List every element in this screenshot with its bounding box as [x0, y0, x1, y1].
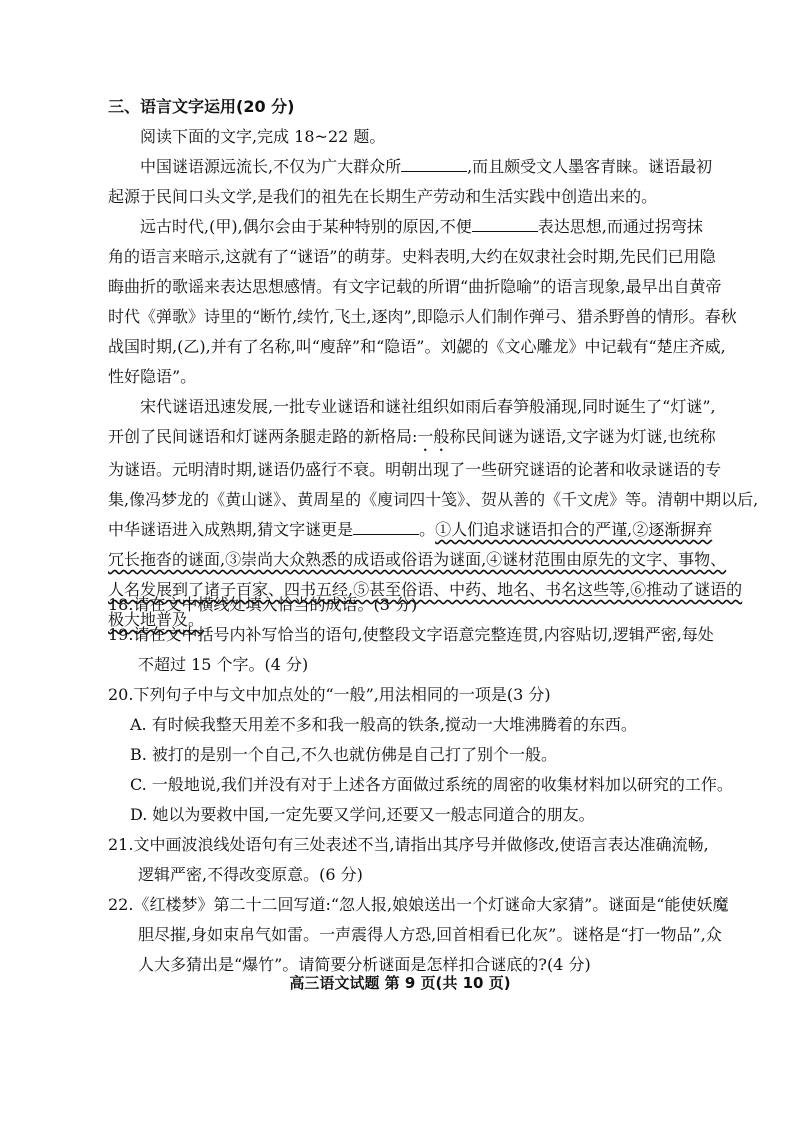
q21-line-1: 21.文中画波浪线处语句有三处表述不当,请指出其序号并做修改,使语言表达准确流畅, [108, 835, 709, 854]
q22-line-3: 人大多猜出是“爆竹”。请简要分析谜面是怎样扣合谜底的?(4 分) [138, 955, 591, 974]
q22-line-2: 胆尽摧,身如束帛气如雷。一声震得人方恐,回首相看已化灰”。谜格是“打一物品”,众 [138, 925, 722, 944]
p3-line-5b: 。 [419, 520, 436, 539]
instruction: 阅读下面的文字,完成 18~22 题。 [140, 127, 386, 146]
p2-line-4: 时代《弹歌》诗里的“断竹,续竹,飞土,逐肉”,即隐示人们制作弹弓、猎杀野兽的情形。春秋 [108, 307, 737, 326]
q22-line-1: 22.《红楼梦》第二十二回写道:“忽人报,娘娘送出一个灯谜命大家猜”。谜面是“能使妖魔 [108, 895, 729, 914]
p3-line-8: 极大地普及。 [108, 610, 205, 629]
p3-line-5a: 中华谜语进入成熟期,猜文字谜更是 [108, 520, 354, 539]
p2-line-2: 角的语言来暗示,这就有了“谜语”的萌芽。史料表明,大约在奴隶社会时期,先民们已用隐 [108, 247, 716, 266]
p3-line-4: 集,像冯梦龙的《黄山谜》、黄周星的《廋词四十笺》、贺从善的《千文虎》等。清朝中期以后, [108, 490, 759, 509]
p2-text-b: 表达思想,而通过拐弯抹 [537, 217, 703, 236]
p1-text-b: ,而且颇受文人墨客青睐。谜语最初 [467, 157, 713, 176]
page-footer: 高三语文试题 第 9 页(共 10 页) [289, 974, 511, 992]
question-18: 18.请在文中横线处填入恰当的成语。(3 分) [108, 595, 418, 614]
p1-line-2: 起源于民间口头文学,是我们的祖先在长期生产劳动和生活实践中创造出来的。 [108, 187, 658, 206]
p2-line-3: 晦曲折的歌谣来表达思想感情。有文字记载的所谓“曲折隐喻”的语言现象,最早出自黄帝 [108, 277, 722, 296]
p1-text-a: 中国谜语源远流长,不仅为广大群众所 [140, 157, 402, 176]
fill-blank-1 [401, 157, 467, 172]
fill-blank-2 [472, 217, 538, 232]
p2-line-6: 性好隐语”。 [108, 367, 197, 386]
section-title: 三、语言文字运用(20 分) [108, 97, 295, 116]
question-22 [108, 890, 729, 980]
p3-line-2b: 称民间谜为谜语,文字谜为灯谜,也统称 [449, 427, 716, 446]
q20-stem: 20.下列句子中与文中加点处的“一般”,用法相同的一项是(3 分) [108, 685, 551, 704]
q20-option-b: B. 被打的是别一个自己,不久也就仿佛是自己打了别个一般。 [130, 745, 558, 764]
q20-option-d: D. 她以为要救中国,一定先要又学问,还要又一般志同道合的朋友。 [130, 805, 595, 824]
p3-line-2a: 开创了民间谜语和灯谜两条腿走路的新格局: [108, 427, 418, 446]
q20-option-a: A. 有时候我整天用差不多和我一般高的铁条,搅动一大堆沸腾着的东西。 [130, 715, 637, 734]
p2-text-a: 远古时代,(甲),偶尔会由于某种特别的原因,不便 [140, 217, 472, 236]
passage-section [108, 92, 759, 635]
fill-blank-3 [353, 520, 419, 535]
p3-line-1: 宋代谜语迅速发展,一批专业谜语和谜社组织如雨后春笋般涌现,同时诞生了“灯谜”, [140, 397, 716, 416]
question-19 [108, 620, 714, 680]
paragraph-2 [108, 212, 737, 392]
question-20 [108, 680, 733, 830]
question-21 [108, 830, 709, 890]
paragraph-1 [108, 152, 713, 212]
p3-line-3: 为谜语。元明清时期,谜语仍盛行不衰。明朝出现了一些研究谜语的论著和收录谜语的专 [108, 460, 722, 479]
q19-line-1: 19.请在文中括号内补写恰当的语句,使整段文字语意完整连贯,内容贴切,逻辑严密,每处 [108, 625, 714, 644]
dotted-word-yiban: 一般 [417, 427, 450, 446]
p3-line-7: 人名发展到了诸子百家、四书五经,⑤甚至俗语、中药、地名、书名这些等,⑥推动了谜语的 [108, 580, 743, 599]
p3-line-6: 冗长拖沓的谜面,③崇尚大众熟悉的成语或俗语为谜面,④谜材范围由原先的文字、事物、 [108, 550, 727, 569]
wavy-underline-text: ①人们追求谜语扣合的严谨,②逐渐摒弃 [435, 520, 713, 539]
q19-line-2: 不超过 15 个字。(4 分) [138, 655, 309, 674]
questions-section [108, 590, 733, 980]
q21-line-2: 逻辑严密,不得改变原意。(6 分) [138, 865, 363, 884]
q20-option-c: C. 一般地说,我们并没有对于上述各方面做过系统的周密的收集材料加以研究的工作。 [130, 775, 733, 794]
p2-line-5: 战国时期,(乙),并有了名称,叫“廋辞”和“隐语”。刘勰的《文心雕龙》中记载有“楚庄齐威, [108, 337, 726, 356]
